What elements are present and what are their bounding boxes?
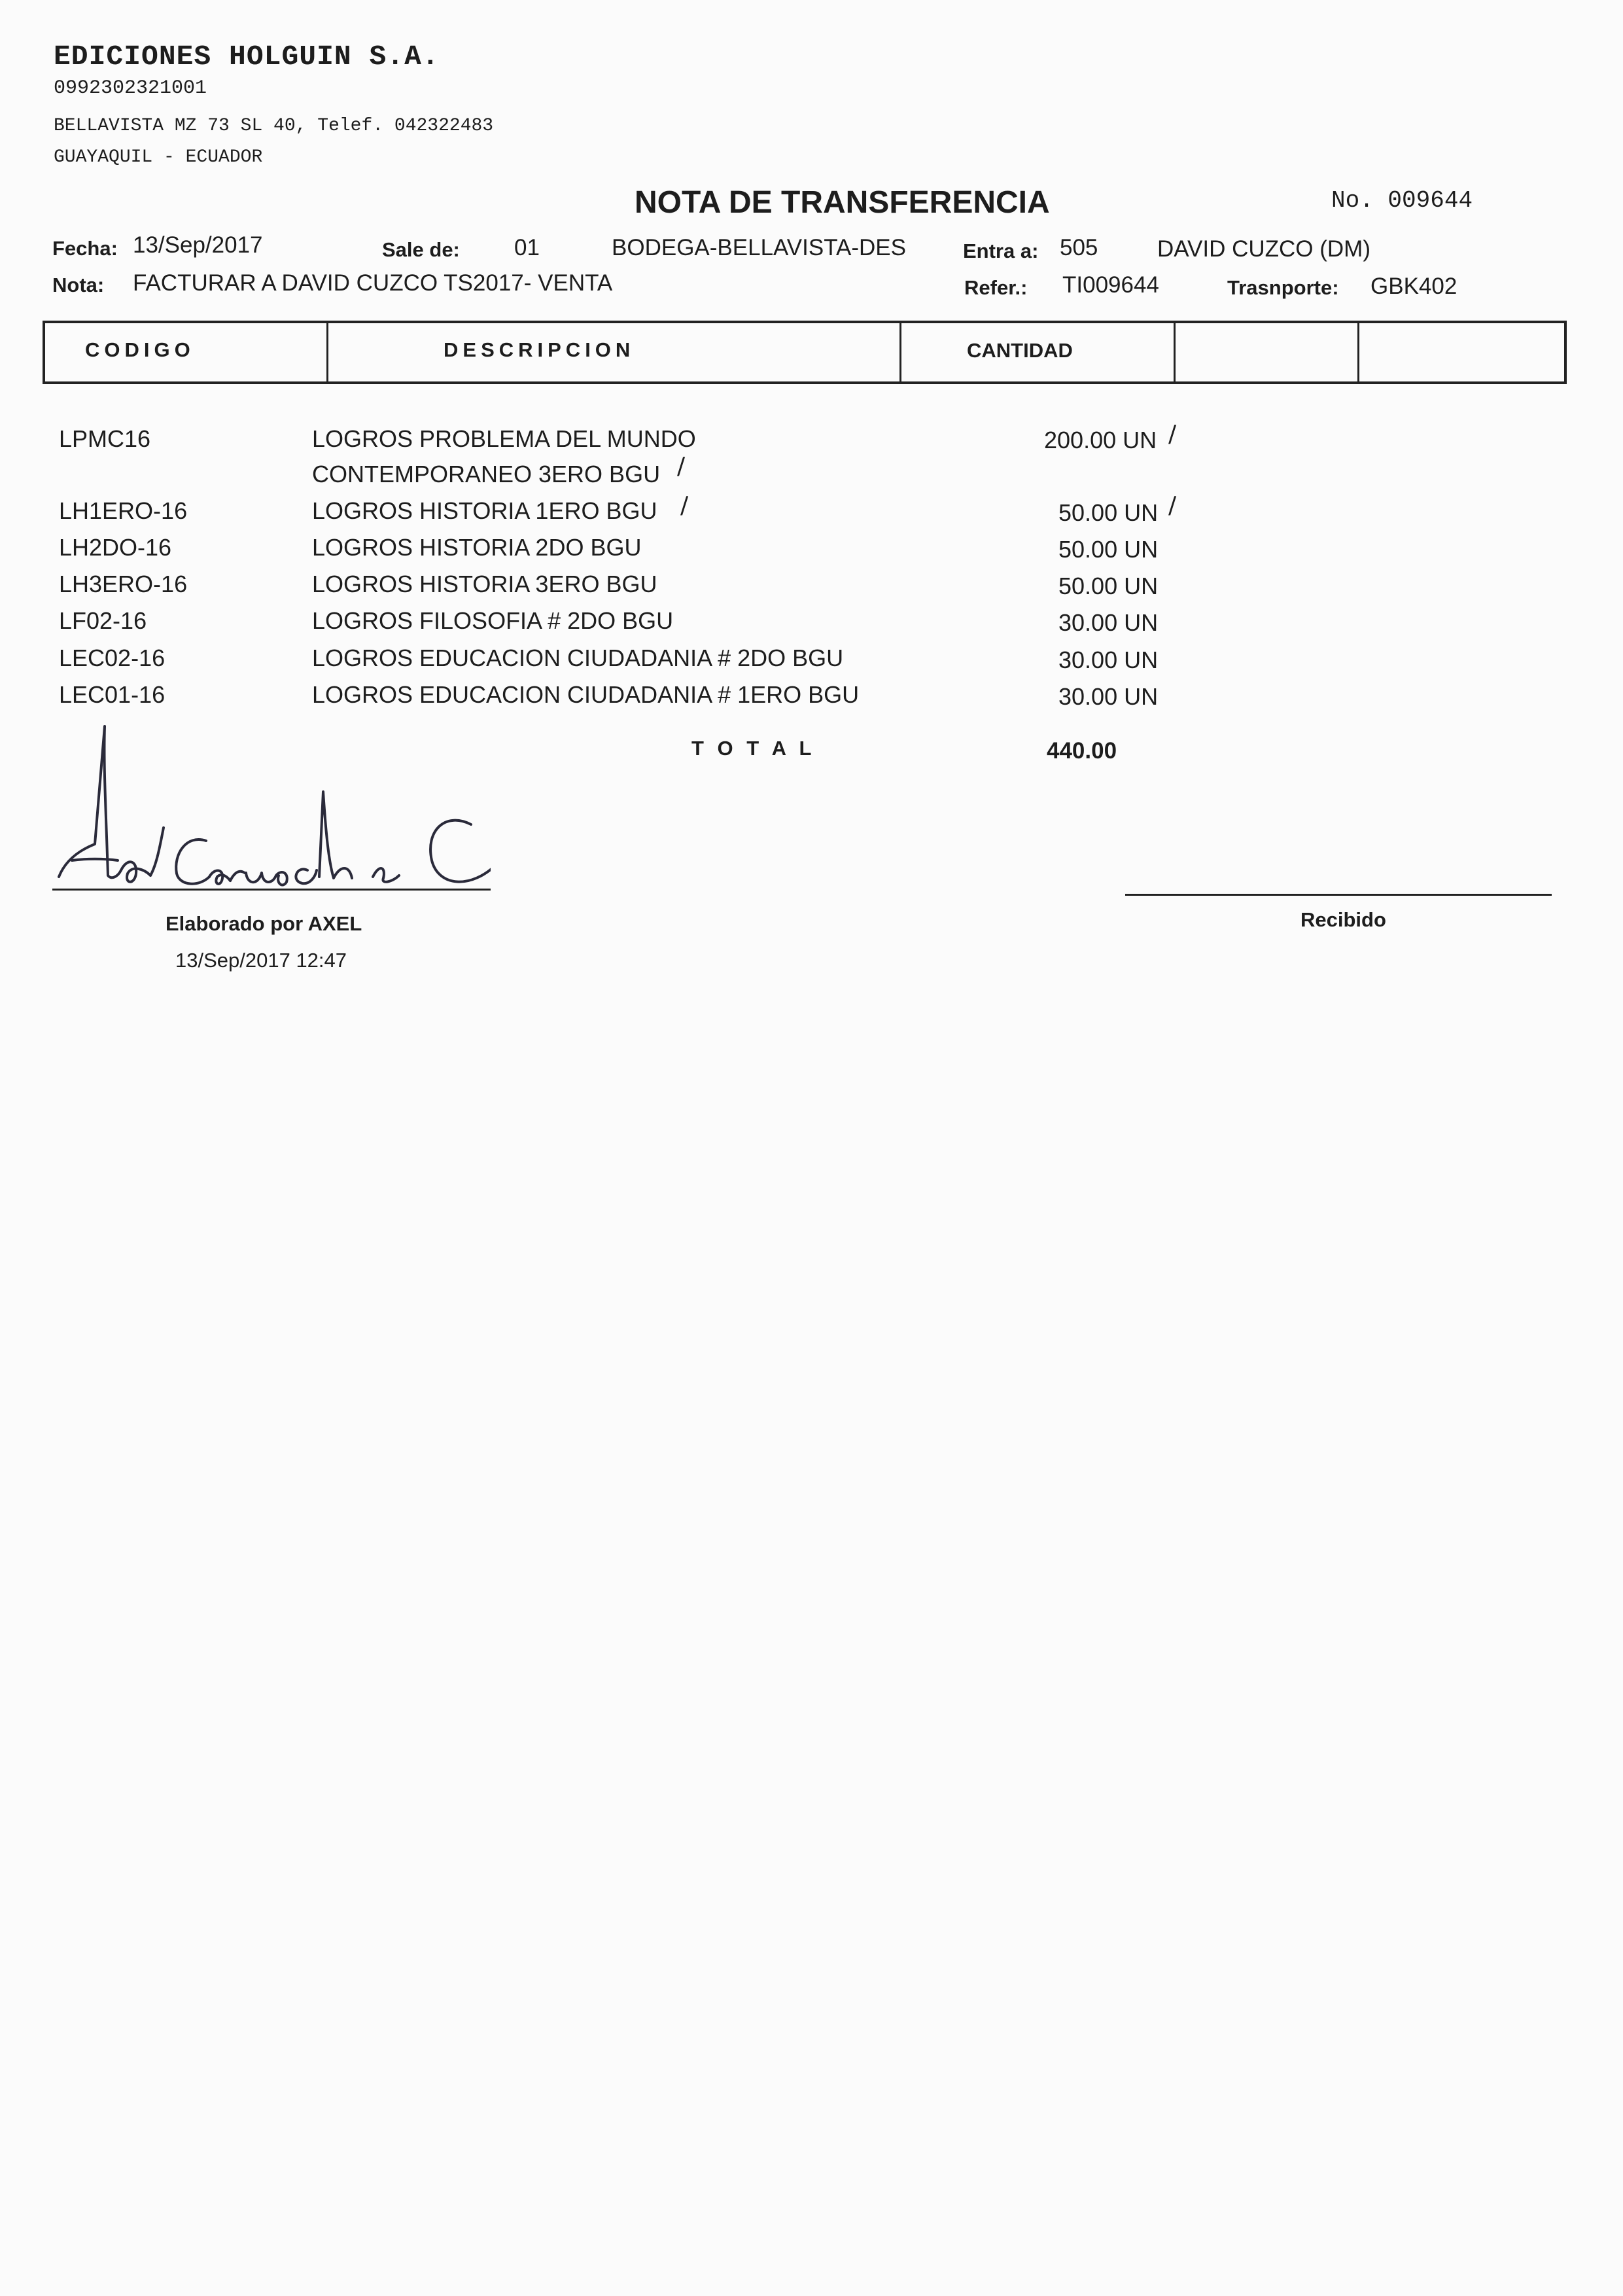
check-mark-icon: / — [1168, 492, 1177, 519]
signature-line — [52, 889, 491, 891]
check-mark-icon: / — [1168, 421, 1177, 448]
check-mark-icon: / — [677, 453, 686, 480]
items-table-header — [43, 321, 1567, 384]
column-divider — [1174, 323, 1176, 381]
signature-image — [46, 713, 491, 896]
row-1-codigo: LPMC16 — [59, 425, 151, 452]
row-4-cantidad: 50.00 UN — [1058, 573, 1159, 599]
entra-a-label: Entra a: — [963, 239, 1039, 262]
company-name: EDICIONES HOLGUIN S.A. — [54, 41, 440, 73]
row-7-cantidad: 30.00 UN — [1058, 683, 1159, 710]
company-city: GUAYAQUIL - ECUADOR — [54, 147, 263, 168]
row-2-codigo: LH1ERO-16 — [59, 497, 188, 524]
row-7-descripcion: LOGROS EDUCACION CIUDADANIA # 1ERO BGU — [312, 681, 860, 708]
refer-value: TI009644 — [1062, 272, 1159, 298]
total-value: 440.00 — [1047, 738, 1117, 764]
row-6-cantidad: 30.00 UN — [1058, 646, 1159, 673]
header-codigo: CODIGO — [85, 338, 195, 361]
row-5-codigo: LF02-16 — [59, 607, 147, 634]
row-6-descripcion: LOGROS EDUCACION CIUDADANIA # 2DO BGU — [312, 645, 844, 671]
recibido-line — [1125, 894, 1552, 896]
elaborado-fecha: 13/Sep/2017 12:47 — [175, 949, 347, 972]
row-4-codigo: LH3ERO-16 — [59, 571, 188, 597]
column-divider — [899, 323, 901, 381]
recibido-label: Recibido — [1300, 908, 1386, 931]
row-1-descripcion: LOGROS PROBLEMA DEL MUNDO — [312, 425, 696, 452]
fecha-label: Fecha: — [52, 237, 118, 260]
row-5-cantidad: 30.00 UN — [1058, 609, 1159, 636]
transporte-label: Trasnporte: — [1227, 276, 1339, 299]
entra-a-code: 505 — [1060, 235, 1098, 260]
sale-de-code: 01 — [514, 235, 540, 260]
row-2-cantidad: 50.00 UN — [1058, 499, 1159, 526]
document-number — [1331, 187, 1473, 214]
row-1-cantidad: 200.00 UN — [1044, 427, 1157, 453]
row-5-descripcion: LOGROS FILOSOFIA # 2DO BGU — [312, 607, 674, 634]
row-4-descripcion: LOGROS HISTORIA 3ERO BGU — [312, 571, 657, 597]
row-1-descripcion-cont: CONTEMPORANEO 3ERO BGU — [312, 461, 661, 487]
nota-label: Nota: — [52, 274, 105, 296]
company-ruc: 0992302321001 — [54, 77, 207, 99]
row-3-cantidad: 50.00 UN — [1058, 536, 1159, 563]
header-cantidad: CANTIDAD — [967, 339, 1073, 362]
elaborado-por: Elaborado por AXEL — [166, 912, 362, 935]
transporte-value: GBK402 — [1370, 274, 1457, 299]
company-address: BELLAVISTA MZ 73 SL 40, Telef. 042322483 — [54, 116, 494, 136]
sale-de-name: BODEGA-BELLAVISTA-DES — [612, 235, 906, 260]
column-divider — [326, 323, 328, 381]
document-number-label: No. — [1331, 187, 1374, 214]
row-3-codigo: LH2DO-16 — [59, 534, 172, 561]
fecha-value: 13/Sep/2017 — [133, 232, 263, 258]
column-divider — [1357, 323, 1359, 381]
document-title: NOTA DE TRANSFERENCIA — [635, 185, 1050, 220]
row-2-descripcion: LOGROS HISTORIA 1ERO BGU — [312, 497, 657, 524]
nota-value: FACTURAR A DAVID CUZCO TS2017- VENTA — [133, 270, 613, 296]
total-label: T O T A L — [691, 737, 816, 760]
document-number-value: 009644 — [1387, 187, 1473, 214]
entra-a-name: DAVID CUZCO (DM) — [1157, 236, 1370, 262]
sale-de-label: Sale de: — [382, 238, 460, 261]
check-mark-icon: / — [680, 492, 689, 519]
row-6-codigo: LEC02-16 — [59, 645, 166, 671]
header-descripcion: DESCRIPCION — [444, 338, 635, 361]
row-3-descripcion: LOGROS HISTORIA 2DO BGU — [312, 534, 642, 561]
row-7-codigo: LEC01-16 — [59, 681, 166, 708]
refer-label: Refer.: — [964, 276, 1028, 299]
